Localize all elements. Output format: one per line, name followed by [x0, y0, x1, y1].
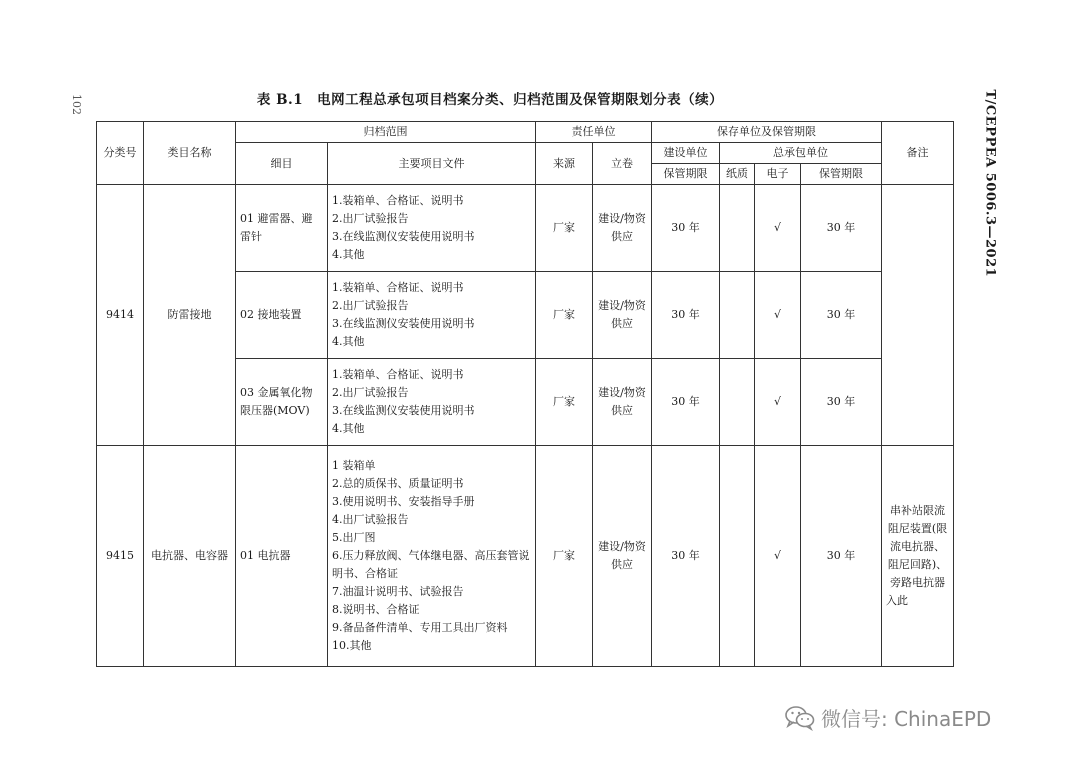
- header-builder: 建设单位: [652, 143, 720, 164]
- doc-item: 2.总的质保书、质量证明书: [332, 477, 464, 490]
- contractor-period-cell: 30 年: [801, 185, 882, 272]
- builder-period-cell: 30 年: [652, 272, 720, 359]
- detail-cell: 01 避雷器、避雷针: [236, 185, 328, 272]
- doc-item: 5.出厂图: [332, 531, 376, 544]
- source-cell: 厂家: [536, 359, 593, 446]
- standard-code: T/CEPPEA 5006.3—2021: [982, 89, 998, 278]
- remark-cell: 串补站限流阻尼装置(限流电抗器、阻尼回路)、旁路电抗器入此: [882, 446, 954, 667]
- source-cell: 厂家: [536, 272, 593, 359]
- header-filing: 立卷: [593, 143, 652, 185]
- doc-item: 4.其他: [332, 422, 365, 435]
- paper-cell: [720, 446, 755, 667]
- doc-item: 3.在线监测仪安装使用说明书: [332, 404, 475, 417]
- doc-item: 4.其他: [332, 335, 365, 348]
- doc-item: 2.出厂试验报告: [332, 212, 409, 225]
- contractor-period-cell: 30 年: [801, 359, 882, 446]
- electronic-cell: √: [755, 446, 801, 667]
- docs-cell: [328, 272, 536, 359]
- docs-cell: [328, 446, 536, 667]
- header-category-name: 类目名称: [144, 122, 236, 185]
- doc-item: 3.在线监测仪安装使用说明书: [332, 230, 475, 243]
- archive-table: [96, 121, 954, 667]
- doc-item: 1.装箱单、合格证、说明书: [332, 194, 464, 207]
- header-contractor-period: 保管期限: [801, 164, 882, 185]
- header-paper: 纸质: [720, 164, 755, 185]
- header-class-no: 分类号: [97, 122, 144, 185]
- header-archive-scope: 归档范围: [236, 122, 536, 143]
- doc-item: 2.出厂试验报告: [332, 386, 409, 399]
- page-number: 102: [70, 94, 83, 115]
- doc-item: 3.在线监测仪安装使用说明书: [332, 317, 475, 330]
- source-cell: 厂家: [536, 185, 593, 272]
- watermark: [785, 703, 991, 732]
- docs-cell: [328, 185, 536, 272]
- filing-cell: 建设/物资供应: [593, 446, 652, 667]
- wechat-icon: [785, 705, 815, 731]
- header-electronic: 电子: [755, 164, 801, 185]
- header-keeping: 保存单位及保管期限: [652, 122, 882, 143]
- table-row: [97, 446, 954, 667]
- doc-item: 6.压力释放阀、气体继电器、高压套管说明书、合格证: [332, 549, 530, 580]
- builder-period-cell: 30 年: [652, 185, 720, 272]
- doc-item: 8.说明书、合格证: [332, 603, 420, 616]
- header-detail: 细目: [236, 143, 328, 185]
- table-title: 表 B.1 电网工程总承包项目档案分类、归档范围及保管期限划分表（续）: [256, 92, 724, 108]
- header-main-docs: 主要项目文件: [328, 143, 536, 185]
- category-name-cell: 防雷接地: [144, 185, 236, 446]
- header-builder-period: 保管期限: [652, 164, 720, 185]
- header-source: 来源: [536, 143, 593, 185]
- table-row: [97, 185, 954, 272]
- watermark-text: 微信号: ChinaEPD: [821, 707, 992, 731]
- electronic-cell: √: [755, 359, 801, 446]
- filing-cell: 建设/物资供应: [593, 185, 652, 272]
- docs-cell: [328, 359, 536, 446]
- doc-item: 3.使用说明书、安装指导手册: [332, 495, 475, 508]
- doc-item: 4.出厂试验报告: [332, 513, 409, 526]
- electronic-cell: √: [755, 272, 801, 359]
- category-name-cell: 电抗器、电容器: [144, 446, 236, 667]
- paper-cell: [720, 185, 755, 272]
- source-cell: 厂家: [536, 446, 593, 667]
- detail-cell: 01 电抗器: [236, 446, 328, 667]
- doc-item: 10.其他: [332, 639, 372, 652]
- detail-cell: 03 金属氧化物限压器(MOV): [236, 359, 328, 446]
- doc-item: 7.油温计说明书、试验报告: [332, 585, 464, 598]
- header-contractor: 总承包单位: [720, 143, 882, 164]
- doc-item: 2.出厂试验报告: [332, 299, 409, 312]
- class-no-cell: 9414: [97, 185, 144, 446]
- electronic-cell: √: [755, 185, 801, 272]
- doc-item: 1.装箱单、合格证、说明书: [332, 368, 464, 381]
- doc-item: 9.备品备件清单、专用工具出厂资料: [332, 621, 508, 634]
- builder-period-cell: 30 年: [652, 359, 720, 446]
- paper-cell: [720, 359, 755, 446]
- builder-period-cell: 30 年: [652, 446, 720, 667]
- filing-cell: 建设/物资供应: [593, 272, 652, 359]
- doc-item: 4.其他: [332, 248, 365, 261]
- paper-cell: [720, 272, 755, 359]
- contractor-period-cell: 30 年: [801, 446, 882, 667]
- header-responsible: 责任单位: [536, 122, 652, 143]
- contractor-period-cell: 30 年: [801, 272, 882, 359]
- detail-cell: 02 接地装置: [236, 272, 328, 359]
- class-no-cell: 9415: [97, 446, 144, 667]
- header-remarks: 备注: [882, 122, 954, 185]
- remark-cell: [882, 185, 954, 446]
- filing-cell: 建设/物资供应: [593, 359, 652, 446]
- doc-item: 1 装箱单: [332, 459, 376, 472]
- doc-item: 1.装箱单、合格证、说明书: [332, 281, 464, 294]
